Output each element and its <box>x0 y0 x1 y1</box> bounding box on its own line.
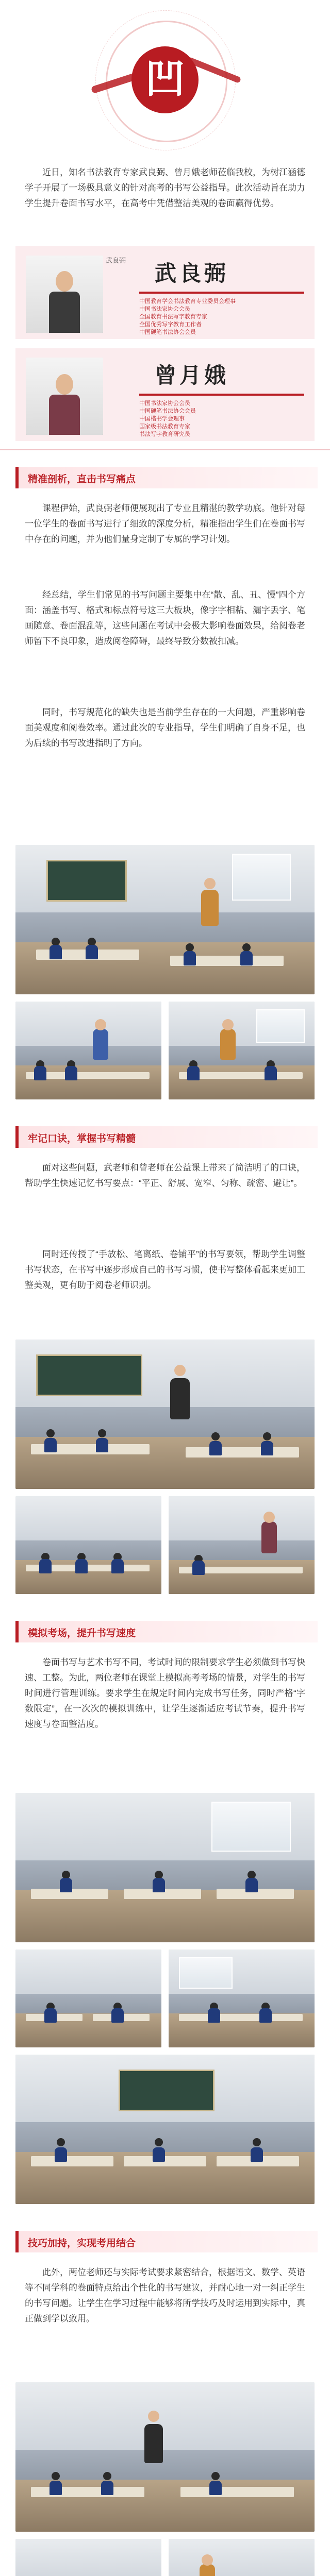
title-line: 国家级书法教育专家 <box>139 423 190 430</box>
name-underline <box>139 394 304 396</box>
section-title-text: 精准剖析，直击书写痛点 <box>28 474 136 485</box>
title-line: 书法写字教育研究员 <box>139 431 190 437</box>
title-line: 中国楷书学会理事 <box>139 416 185 422</box>
title-line: 全国优秀写字教育工作者 <box>139 321 202 328</box>
divider <box>0 449 330 450</box>
classroom-photo <box>15 2539 161 2576</box>
section-paragraph: 面对这些问题，武老师和曾老师在公益课上带来了简洁明了的口诀，帮助学生快速记忆书写要点：“平正、舒展、宽窄、匀称、疏密、避让”。 <box>25 1163 305 1188</box>
section-title-text: 牢记口诀，掌握书写精髓 <box>28 1133 136 1144</box>
exam-room-photo <box>15 2055 315 2204</box>
section-paragraph: 课程伊始，武良弼老师便展现出了专业且精湛的教学功底。他针对每一位学生的卷面书写进行了细致的深度分析，精准指出学生们在卷面书写中存在的问题，并为他们量身定制了专属的学习计划。 <box>25 503 305 544</box>
exam-room-photo <box>15 1793 315 1942</box>
classroom-photo <box>15 1002 161 1099</box>
teacher-card <box>15 246 315 339</box>
section-paragraph: 同时，书写规范化的缺失也是当前学生存在的一大问题，严重影响卷面美观度和阅卷效率。通过此次的专业指导，学生们明确了自身不足，也为后续的书写改进指明了方向。 <box>25 707 305 748</box>
section-paragraph: 经总结，学生们常见的书写问题主要集中在“散、乱、丑、慢”四个方面：涵盖书写、格式和标点符号这三大板块，像字字相粘、漏字丢字、笔画随意、卷面混乱等，这些问题在考试中会极大影响卷面效果，给阅卷老师留下不良印象，造成阅卷障碍，最终导致分数被扣减。 <box>25 590 305 646</box>
teacher-photo <box>26 358 103 435</box>
teacher-photo <box>26 256 103 333</box>
title-line: 中国硬笔书法协会会员 <box>139 408 196 414</box>
classroom-photo <box>169 2539 315 2576</box>
title-line: 中国教育学会书法教育专业委员会理事 <box>139 298 236 304</box>
title-line: 中国书法家协会会员 <box>139 400 190 406</box>
section-title-text: 技巧加持，实现考用结合 <box>28 2238 136 2249</box>
classroom-photo <box>15 1496 161 1594</box>
section-paragraph: 卷面书写与艺术书写不同，考试时间的限制要求学生必须做到书写快速、工整。为此，两位老师在课堂上模拟高考考场的情景，对学生的书写时间进行管理训练。要求学生在规定时间内完成书写任务，同时严格“字数限定”，在一次次的模拟训练中，让学生逐渐适应考试节奏，提升书写速度与卷面整洁度。 <box>25 1657 305 1729</box>
classroom-photo <box>169 1496 315 1594</box>
section-title-text: 模拟考场，提升书写速度 <box>28 1628 136 1639</box>
section-title <box>15 467 318 488</box>
section-paragraph: 同时还传授了“手放松、笔离纸、卷铺平”的书写要领，帮助学生调整书写状态，在书写中逐步形成自己的书写习惯，使书写整体看起来更加工整美观，更有助于阅卷老师识别。 <box>25 1249 305 1290</box>
title-line: 中国硬笔书法协会会员 <box>139 329 196 335</box>
name-underline <box>139 292 304 294</box>
section-title <box>15 2231 318 2252</box>
header-banner <box>0 0 330 155</box>
classroom-photo <box>15 845 315 994</box>
exam-room-photo <box>169 1950 315 2047</box>
classroom-photo <box>15 2382 315 2532</box>
title-line: 中国书法家协会会员 <box>139 306 190 312</box>
classroom-photo <box>15 1340 315 1489</box>
section-title <box>15 1621 318 1642</box>
classroom-photo <box>169 1002 315 1099</box>
section-title <box>15 1126 318 1148</box>
intro-paragraph: 近日，知名书法教育专家武良弼、曾月娥老师莅临我校，为树江涵德学子开展了一场极具意义的针对高考的书写公益指导。此次活动旨在助力学生提升卷面书写水平，在高考中凭借整洁美观的卷面赢得优势。 <box>25 167 305 208</box>
logo-glyph: 凹 <box>145 56 185 101</box>
teacher-signature: 武良弼 <box>106 257 126 264</box>
teacher-name: 武良弼 <box>155 261 229 286</box>
title-line: 全国教育书法写字教育专家 <box>139 314 207 320</box>
teacher-titles <box>139 298 309 336</box>
teacher-card <box>15 348 315 441</box>
section-paragraph: 此外，两位老师还与实际考试要求紧密结合，根据语文、数学、英语等不同学科的卷面特点给出个性化的书写建议，并耐心地一对一纠正学生的书写问题。让学生在学习过程中能够将所学技巧及时运用到实际中，真正做到学以致用。 <box>25 2267 305 2324</box>
school-logo <box>131 46 199 113</box>
teacher-titles <box>139 400 309 438</box>
exam-room-photo <box>15 1950 161 2047</box>
teacher-name: 曾月娥 <box>155 363 229 388</box>
